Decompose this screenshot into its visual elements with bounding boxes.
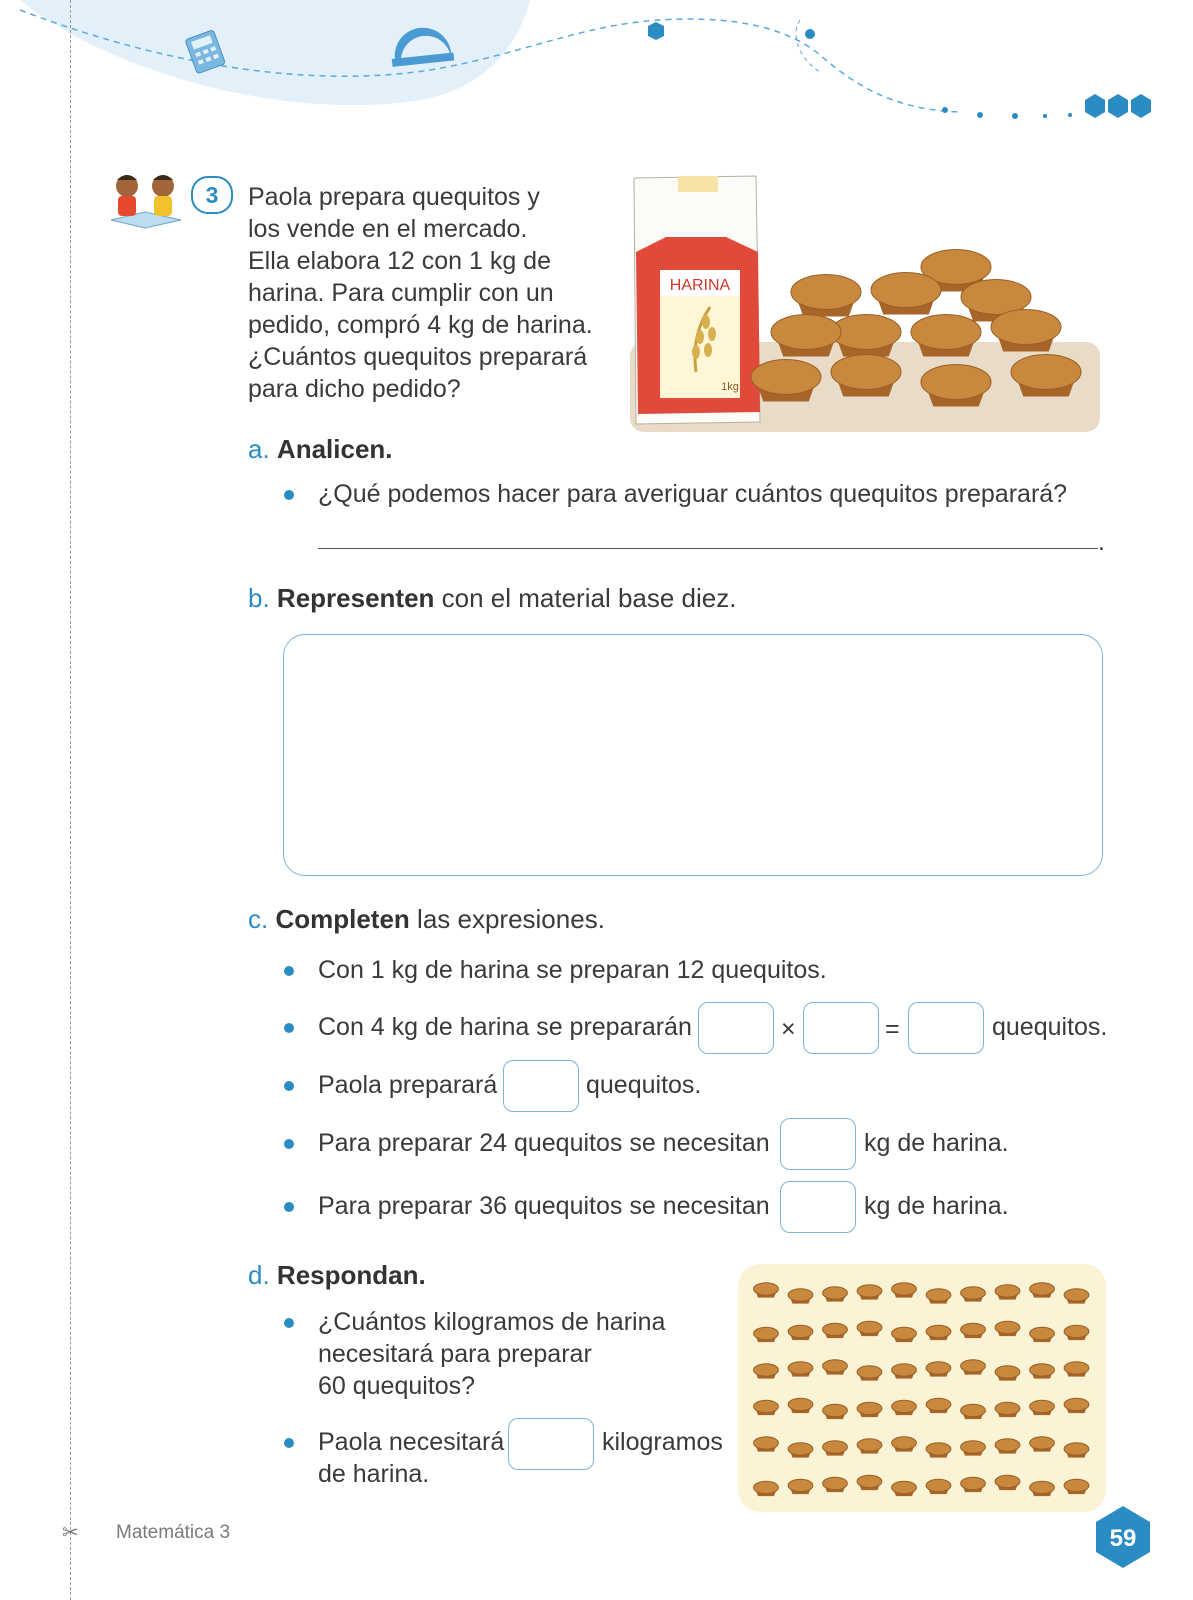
bullet-icon xyxy=(284,1139,294,1149)
muffin-icon xyxy=(926,1443,951,1458)
expression-4-end: kg de harina. xyxy=(864,1129,1009,1157)
muffin-icon xyxy=(1011,355,1081,397)
muffin-icon xyxy=(961,1477,986,1492)
muffin-icon xyxy=(892,1283,917,1298)
muffin-icon xyxy=(754,1364,779,1379)
flour-bag xyxy=(634,176,760,424)
section-title: Respondan. xyxy=(276,1260,426,1290)
muffin-icon xyxy=(1064,1325,1089,1340)
problem-line: para dicho pedido? xyxy=(248,375,461,403)
muffin-icon xyxy=(1030,1437,1055,1452)
answer-line[interactable] xyxy=(318,548,1098,549)
section-a-question: ¿Qué podemos hacer para averiguar cuántos quequitos preparará? xyxy=(318,480,1068,508)
section-rest: las expresiones. xyxy=(409,904,605,934)
muffin-icon xyxy=(823,1477,848,1492)
muffin-icon xyxy=(1030,1283,1055,1298)
muffin-icon xyxy=(991,310,1061,352)
section-letter: d. xyxy=(248,1260,270,1290)
muffin-icon xyxy=(788,1479,813,1494)
muffin-icon xyxy=(788,1325,813,1340)
muffin-icon xyxy=(823,1360,848,1375)
problem-statement xyxy=(248,181,628,405)
equals-sign: = xyxy=(885,1015,900,1043)
page-number: 59 xyxy=(1109,1525,1137,1552)
expression-3-text: Paola preparará xyxy=(318,1071,498,1099)
muffin-icon xyxy=(961,1360,986,1375)
muffin-icon xyxy=(823,1441,848,1456)
question-line: 60 quequitos? xyxy=(318,1372,476,1400)
muffin-icon xyxy=(1030,1481,1055,1496)
answer-end: . xyxy=(1098,528,1105,556)
section-d-answer-text: Paola necesitará xyxy=(318,1428,505,1456)
muffin-icon xyxy=(892,1364,917,1379)
bullet-icon xyxy=(284,1318,294,1328)
muffin-icon xyxy=(831,315,901,357)
expression-4-text: Para preparar 24 quequitos se necesitan xyxy=(318,1129,770,1157)
page-number-badge xyxy=(1088,1502,1158,1572)
muffin-icon xyxy=(754,1437,779,1452)
muffin-icon xyxy=(995,1366,1020,1381)
answer-box[interactable] xyxy=(780,1181,856,1233)
section-letter: b. xyxy=(248,583,270,613)
muffin-icon xyxy=(1064,1362,1089,1377)
muffin-icon xyxy=(754,1283,779,1298)
muffin-icon xyxy=(754,1481,779,1496)
header-decoration xyxy=(0,0,1193,130)
muffin-icon xyxy=(857,1366,882,1381)
section-d-heading xyxy=(248,1260,426,1291)
muffin-icon xyxy=(1030,1327,1055,1342)
muffin-icon xyxy=(788,1443,813,1458)
cube-icon xyxy=(648,22,664,40)
section-title: Analicen. xyxy=(276,434,393,464)
answer-box[interactable] xyxy=(508,1418,594,1470)
muffin-icon xyxy=(788,1362,813,1377)
cubes-decoration xyxy=(1085,94,1151,118)
answer-box[interactable] xyxy=(908,1002,984,1054)
muffin-icon xyxy=(788,1398,813,1413)
muffin-icon xyxy=(1064,1443,1089,1458)
expression-5-end: kg de harina. xyxy=(864,1192,1009,1220)
expression-1: Con 1 kg de harina se preparan 12 quequitos. xyxy=(318,956,827,984)
muffin-icon xyxy=(1030,1400,1055,1415)
bullet-icon xyxy=(284,1023,294,1033)
muffin-icon xyxy=(857,1402,882,1417)
muffin-icon xyxy=(995,1321,1020,1336)
section-letter: c. xyxy=(248,904,269,934)
bullet-icon xyxy=(284,490,294,500)
section-a-heading xyxy=(248,434,393,465)
muffin-icon xyxy=(751,360,821,402)
bullet-icon xyxy=(284,1081,294,1091)
question-line: necesitará para preparar xyxy=(318,1340,592,1368)
problem-line: los vende en el mercado. xyxy=(248,215,528,243)
muffin-icon xyxy=(926,1479,951,1494)
muffin-icon xyxy=(831,355,901,397)
muffin-icon xyxy=(857,1475,882,1490)
answer-end-line: kilogramos xyxy=(602,1428,723,1456)
representation-box[interactable] xyxy=(283,634,1103,876)
section-b-heading xyxy=(248,583,736,614)
muffin-icon xyxy=(857,1321,882,1336)
muffin-icon xyxy=(921,365,991,407)
scissors-icon: ✂ xyxy=(62,1522,79,1544)
problem-number: 3 xyxy=(205,182,219,208)
section-d-answer-end xyxy=(602,1426,723,1458)
muffin-icon xyxy=(823,1287,848,1302)
muffin-icon xyxy=(1064,1289,1089,1304)
section-rest: con el material base diez. xyxy=(434,583,737,613)
problem-line: ¿Cuántos quequitos preparará xyxy=(248,343,588,371)
bullet-icon xyxy=(284,1202,294,1212)
problem-line: pedido, compró 4 kg de harina. xyxy=(248,311,593,339)
muffin-icon xyxy=(926,1289,951,1304)
muffin-icon xyxy=(857,1285,882,1300)
expression-2-text: Con 4 kg de harina se prepararán xyxy=(318,1013,692,1041)
muffin-icon xyxy=(791,275,861,317)
expression-3-end: quequitos. xyxy=(586,1071,702,1099)
section-title: Completen xyxy=(275,904,410,934)
muffin-icon xyxy=(995,1285,1020,1300)
muffin-icon xyxy=(995,1439,1020,1454)
expression-2-end: quequitos. xyxy=(992,1013,1108,1041)
muffin-icon xyxy=(926,1398,951,1413)
problem-line: Ella elabora 12 con 1 kg de xyxy=(248,247,551,275)
muffin-icon xyxy=(892,1400,917,1415)
muffin-icon xyxy=(857,1439,882,1454)
muffin-tray xyxy=(738,1264,1106,1512)
muffin-icon xyxy=(961,1441,986,1456)
muffin-icon xyxy=(926,1362,951,1377)
section-title: Representen xyxy=(276,583,435,613)
muffin-icon xyxy=(961,1287,986,1302)
muffin-icon xyxy=(788,1289,813,1304)
flour-and-muffins-illustration xyxy=(626,172,1112,440)
problem-line: harina. Para cumplir con un xyxy=(248,279,554,307)
problem-number-badge xyxy=(191,176,233,214)
expression-5-text: Para preparar 36 quequitos se necesitan xyxy=(318,1192,770,1220)
bullet-icon xyxy=(284,966,294,976)
book-title: Matemática 3 xyxy=(116,1522,231,1543)
muffin-icon xyxy=(892,1481,917,1496)
bullet-icon xyxy=(284,1438,294,1448)
muffin-icon xyxy=(1064,1479,1089,1494)
section-c-heading xyxy=(248,904,605,935)
flour-bag-label: HARINA xyxy=(669,277,731,294)
muffin-icon xyxy=(771,315,841,357)
muffin-icon xyxy=(823,1323,848,1338)
cut-line xyxy=(70,0,71,1600)
muffin-icon xyxy=(926,1325,951,1340)
children-reading-illustration xyxy=(105,168,187,230)
muffin-icon xyxy=(892,1437,917,1452)
muffin-icon xyxy=(754,1400,779,1415)
answer-box[interactable] xyxy=(698,1002,774,1054)
answer-box[interactable] xyxy=(803,1002,879,1054)
muffin-icon xyxy=(961,1323,986,1338)
muffin-grid xyxy=(738,1264,1106,1512)
answer-box[interactable] xyxy=(503,1060,579,1112)
muffin-icon xyxy=(995,1475,1020,1490)
problem-line: Paola prepara quequitos y xyxy=(248,183,540,211)
muffin-icon xyxy=(1030,1364,1055,1379)
flour-bag-weight: 1kg xyxy=(721,381,739,393)
muffin-icon xyxy=(754,1327,779,1342)
section-d-question xyxy=(318,1306,665,1402)
answer-box[interactable] xyxy=(780,1118,856,1170)
section-d-answer-end-2: de harina. xyxy=(318,1460,430,1488)
times-sign: × xyxy=(781,1015,796,1043)
muffin-icon xyxy=(995,1402,1020,1417)
muffin-icon xyxy=(961,1404,986,1419)
muffin-icon xyxy=(823,1404,848,1419)
section-letter: a. xyxy=(248,434,270,464)
question-line: ¿Cuántos kilogramos de harina xyxy=(318,1308,666,1336)
muffin-icon xyxy=(911,315,981,357)
muffin-icon xyxy=(1064,1398,1089,1413)
muffin-icon xyxy=(871,273,941,315)
muffin-icon xyxy=(892,1327,917,1342)
